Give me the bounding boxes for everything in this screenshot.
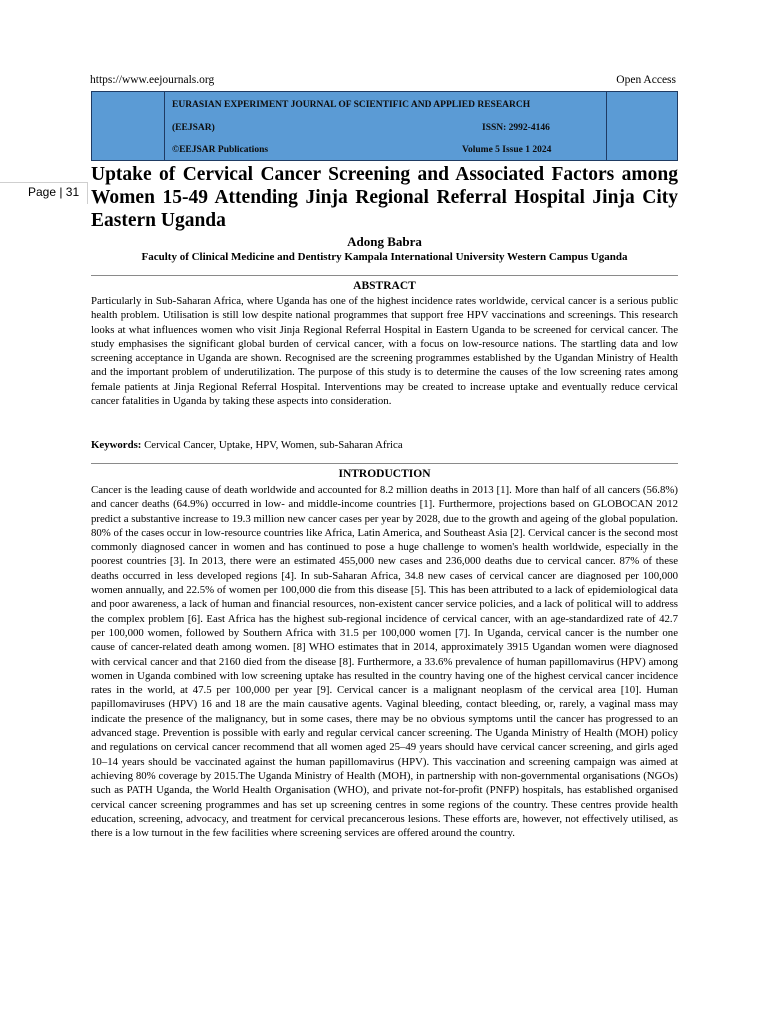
introduction-heading: INTRODUCTION (338, 468, 431, 480)
banner-left-cell (92, 92, 165, 160)
journal-url[interactable]: https://www.eejournals.org (90, 74, 215, 86)
journal-name: EURASIAN EXPERIMENT JOURNAL OF SCIENTIFIC AND APPLIED RESEARCH (172, 100, 531, 110)
article-title: Uptake of Cervical Cancer Screening and Associated Factors among Women 15-49 Attending Jinja Regional Referral Hospital Jinja City Eastern Uganda (91, 164, 678, 231)
journal-volume: Volume 5 Issue 1 2024 (462, 145, 552, 155)
intro-top-rule (91, 463, 678, 464)
page-number: Page | 31 (28, 185, 80, 199)
journal-publisher: ©EEJSAR Publications (172, 145, 269, 155)
keywords-line (91, 439, 678, 451)
introduction-text: Cancer is the leading cause of death worldwide and accounted for 8.2 million deaths in 2013 [1]. More than half of all cancers (56.8%) and cancer deaths (64.9%) occurred in low- and middle-income countries [1]. Furthermore, projections based on GLOBOCAN 2012 predict a substantive increase to 19.3 million new cancer cases per year by 2028, due to the growth and ageing of the global population. 80% of the cases occur in low-resource countries like Africa, Latin America, and Southeast Asia [2]. Cervical cancer is the second most commonly diagnosed cancer in women and has continued to pose a huge challenge to women's health worldwide, especially in the poorest countries [3]. In 2013, there were an estimated 455,000 new cases and 236,000 deaths due to cervical cancer. 87% of these deaths occurred in less developed regions [4]. In sub-Saharan Africa, 34.8 new cases of cervical cancer are diagnosed per 100,000 women annually, and 22.5% of women per 100,000 die from this disease [5]. This has been attributed to a lack of epidemiological data and poor awareness, a lack of human and financial resources, non-existent cancer service policies, and a lack of political will to address the complex problem [6]. East Africa has the highest sub-regional incidence of cervical cancer, with an age-standardized rate of 42.7 per 100,000 women, followed by Southern Africa with 31.5 per 100,000 women [7]. In Uganda, cervical cancer is the number one cause of cancer-related death among women. [8] WHO estimates that in 2014, approximately 3915 Ugandan women were diagnosed with cervical cancer and that 2160 died from the disease [8]. Furthermore, a 33.6% prevalence of human papillomavirus (HPV) among women in Uganda combined with low screening uptake has resulted in the country having one of the highest cervical cancer incidence rates in the world, at 47.5 per 100,000 per year [9]. Cervical cancer is a malignant neoplasm of the cervical area [10]. Human papillomaviruses (HPV) 16 and 18 are the main causative agents. Vaginal bleeding, contact bleeding, or, rarely, a vaginal mass may indicate the presence of the malignancy, but in some cases, there may be no obvious symptoms until the cancer has progressed to an advanced stage. Prevention is possible with early and regular cervical cancer screening. The Uganda Ministry of Health (MOH) policy and regulations on cervical cancer recommend that all women aged 25–49 years should have cervical cancer screening, and girls aged 10–14 years should be vaccinated against the human papillomavirus (HPV). This vaccination and screening campaign was aimed at achieving 80% coverage by 2015.The Uganda Ministry of Health (MOH), in partnership with non-governmental organisations (NGOs) such as PATH Uganda, the World Health Organisation (WHO), and private not-for-profit (PNFP) hospitals, has established organised cervical cancer screening programmes and has set up screening centres in some regions of the country. These centres provide health education, screening, advocacy, and treatment for cervical precancerous lesions. These efforts are, however, not effectively utilised, as there is a low turnout in the few facilities where screening services are offered around the country. (91, 484, 678, 840)
abstract-text: Particularly in Sub-Saharan Africa, where Uganda has one of the highest incidence rates worldwide, cervical cancer is a serious public health problem. Utilisation is still low despite national programmes that support free HPV vaccinations and screenings. This research looks at what influences women who visit Jinja Regional Referral Hospital in Eastern Uganda to be screened for cervical cancer. The study emphasises the significant global burden of cervical cancer, with a focus on low-resource nations. The startling data and low screening acceptance in Uganda are shown. Recognised are the screening programmes established by the Ugandan Ministry of Health and the important problem of underutilization. The purpose of this study is to determine the causes of the low screening rates among female patients at Jinja Regional Referral Hospital. Interventions may be created to increase uptake and eventually reduce cervical cancer fatalities in Uganda by taking these aspects into consideration. (91, 295, 678, 408)
author-name: Adong Babra (347, 234, 422, 249)
keywords-label: Keywords: (91, 439, 142, 451)
banner-right-cell (606, 92, 677, 160)
abstract-heading: ABSTRACT (353, 280, 416, 292)
page-label-divider (87, 182, 88, 204)
abstract-top-rule (91, 275, 678, 276)
journal-banner (91, 91, 678, 161)
author-affiliation: Faculty of Clinical Medicine and Dentistry Kampala International University Western Campus Uganda (141, 251, 628, 263)
open-access-label: Open Access (616, 74, 676, 86)
keywords-text: Cervical Cancer, Uptake, HPV, Women, sub-Saharan Africa (144, 439, 403, 451)
page-label-rule (0, 182, 88, 183)
journal-abbr: (EEJSAR) (172, 123, 215, 133)
journal-issn: ISSN: 2992-4146 (482, 123, 550, 133)
